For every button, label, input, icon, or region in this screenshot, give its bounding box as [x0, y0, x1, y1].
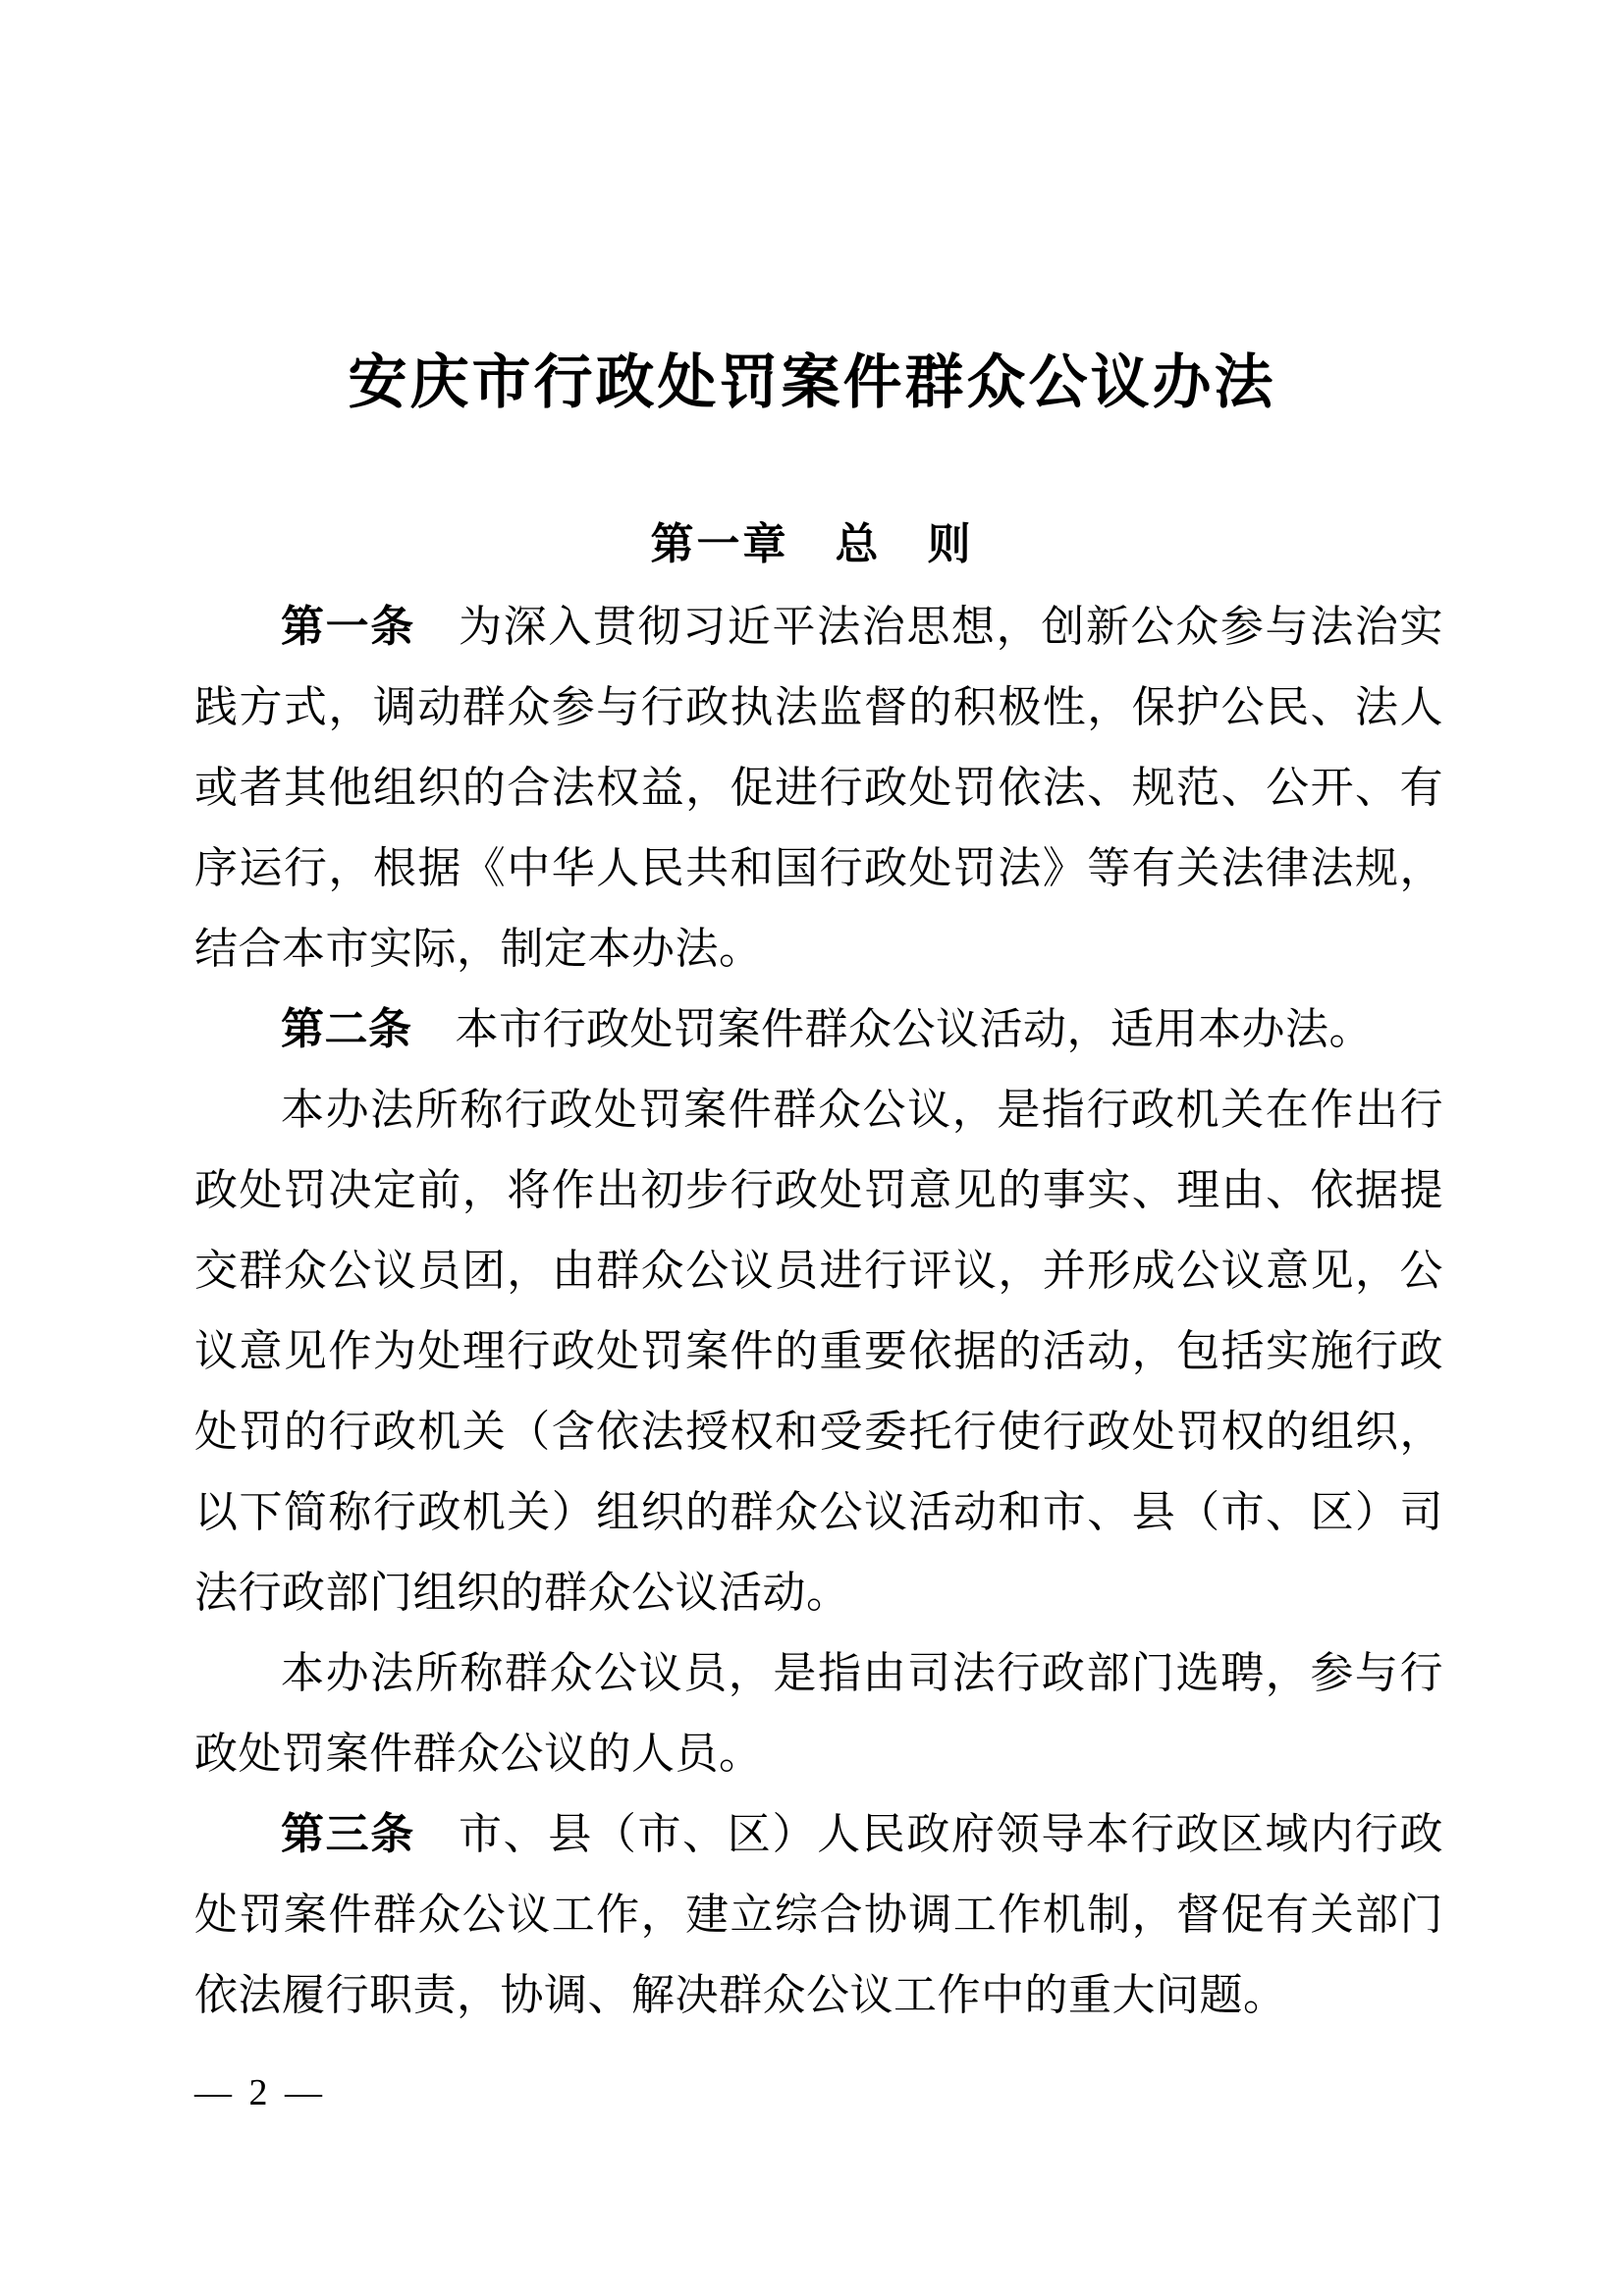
- line-text: 议意见作为处理行政处罚案件的重要依据的活动，包括实施行政: [194, 1327, 1443, 1375]
- body-line: [194, 748, 1443, 828]
- line-text: 为深入贯彻习近平法治思想，创新公众参与法治实: [458, 603, 1443, 651]
- page-number: — 2 —: [194, 2072, 326, 2113]
- line-text: 结合本市实际，制定本办法。: [194, 925, 763, 973]
- body-line: [194, 1231, 1443, 1311]
- line-text: 处罚的行政机关（含依法授权和受委托行使行政处罚权的组织，: [194, 1408, 1443, 1456]
- line-text: 本市行政处罚案件群众公议活动，适用本办法。: [455, 1005, 1373, 1053]
- body-line: [194, 667, 1443, 748]
- line-text: 本办法所称行政处罚案件群众公议，是指行政机关在作出行: [281, 1086, 1443, 1134]
- article-1: [194, 587, 1443, 989]
- body-line: [194, 1553, 1443, 1633]
- document-body: [194, 587, 1443, 2036]
- document-title: 安庆市行政处罚案件群众公议办法: [348, 350, 1276, 415]
- line-text: 序运行，根据《中华人民共和国行政处罚法》等有关法律法规，: [194, 844, 1443, 892]
- line-text: 依法履行职责，协调、解决群众公议工作中的重大问题。: [194, 1971, 1287, 2019]
- article-2-definition-reviewer: [194, 1633, 1443, 1794]
- line-text: 或者其他组织的合法权益，促进行政处罚依法、规范、公开、有: [194, 764, 1443, 812]
- body-line: [194, 1633, 1443, 1714]
- body-line: [194, 587, 1443, 667]
- body-line: [194, 1311, 1443, 1392]
- body-line: [194, 1472, 1443, 1553]
- article-number: 第二条: [281, 1005, 412, 1053]
- body-line: [194, 1794, 1443, 1875]
- body-line: [194, 828, 1443, 909]
- body-line: [194, 1875, 1443, 1955]
- line-text: 政处罚决定前，将作出初步行政处罚意见的事实、理由、依据提: [194, 1166, 1443, 1214]
- line-text: 践方式，调动群众参与行政执法监督的积极性，保护公民、法人: [194, 683, 1443, 731]
- article-3: [194, 1794, 1443, 2036]
- line-text: 以下简称行政机关）组织的群众公议活动和市、县（市、区）司: [194, 1488, 1443, 1536]
- article-number: 第一条: [281, 603, 415, 651]
- article-number: 第三条: [281, 1810, 415, 1858]
- line-text: 本办法所称群众公议员，是指由司法行政部门选聘，参与行: [281, 1649, 1443, 1697]
- line-text: 交群众公议员团，由群众公议员进行评议，并形成公议意见，公: [194, 1247, 1443, 1295]
- body-line: [194, 1392, 1443, 1472]
- chapter-heading: 第一章 总 则: [650, 520, 974, 568]
- article-2-definition-public-review: [194, 1070, 1443, 1633]
- body-line: [194, 1714, 1443, 1794]
- line-text: 政处罚案件群众公议的人员。: [194, 1730, 763, 1778]
- line-text: 法行政部门组织的群众公议活动。: [194, 1569, 850, 1617]
- body-line: [194, 1955, 1443, 2036]
- body-line: [194, 1150, 1443, 1231]
- body-line: [194, 989, 1443, 1070]
- article-2: [194, 989, 1443, 1070]
- line-text: 处罚案件群众公议工作，建立综合协调工作机制，督促有关部门: [194, 1891, 1443, 1939]
- body-line: [194, 1070, 1443, 1150]
- body-line: [194, 909, 1443, 989]
- line-text: 市、县（市、区）人民政府领导本行政区域内行政: [458, 1810, 1443, 1858]
